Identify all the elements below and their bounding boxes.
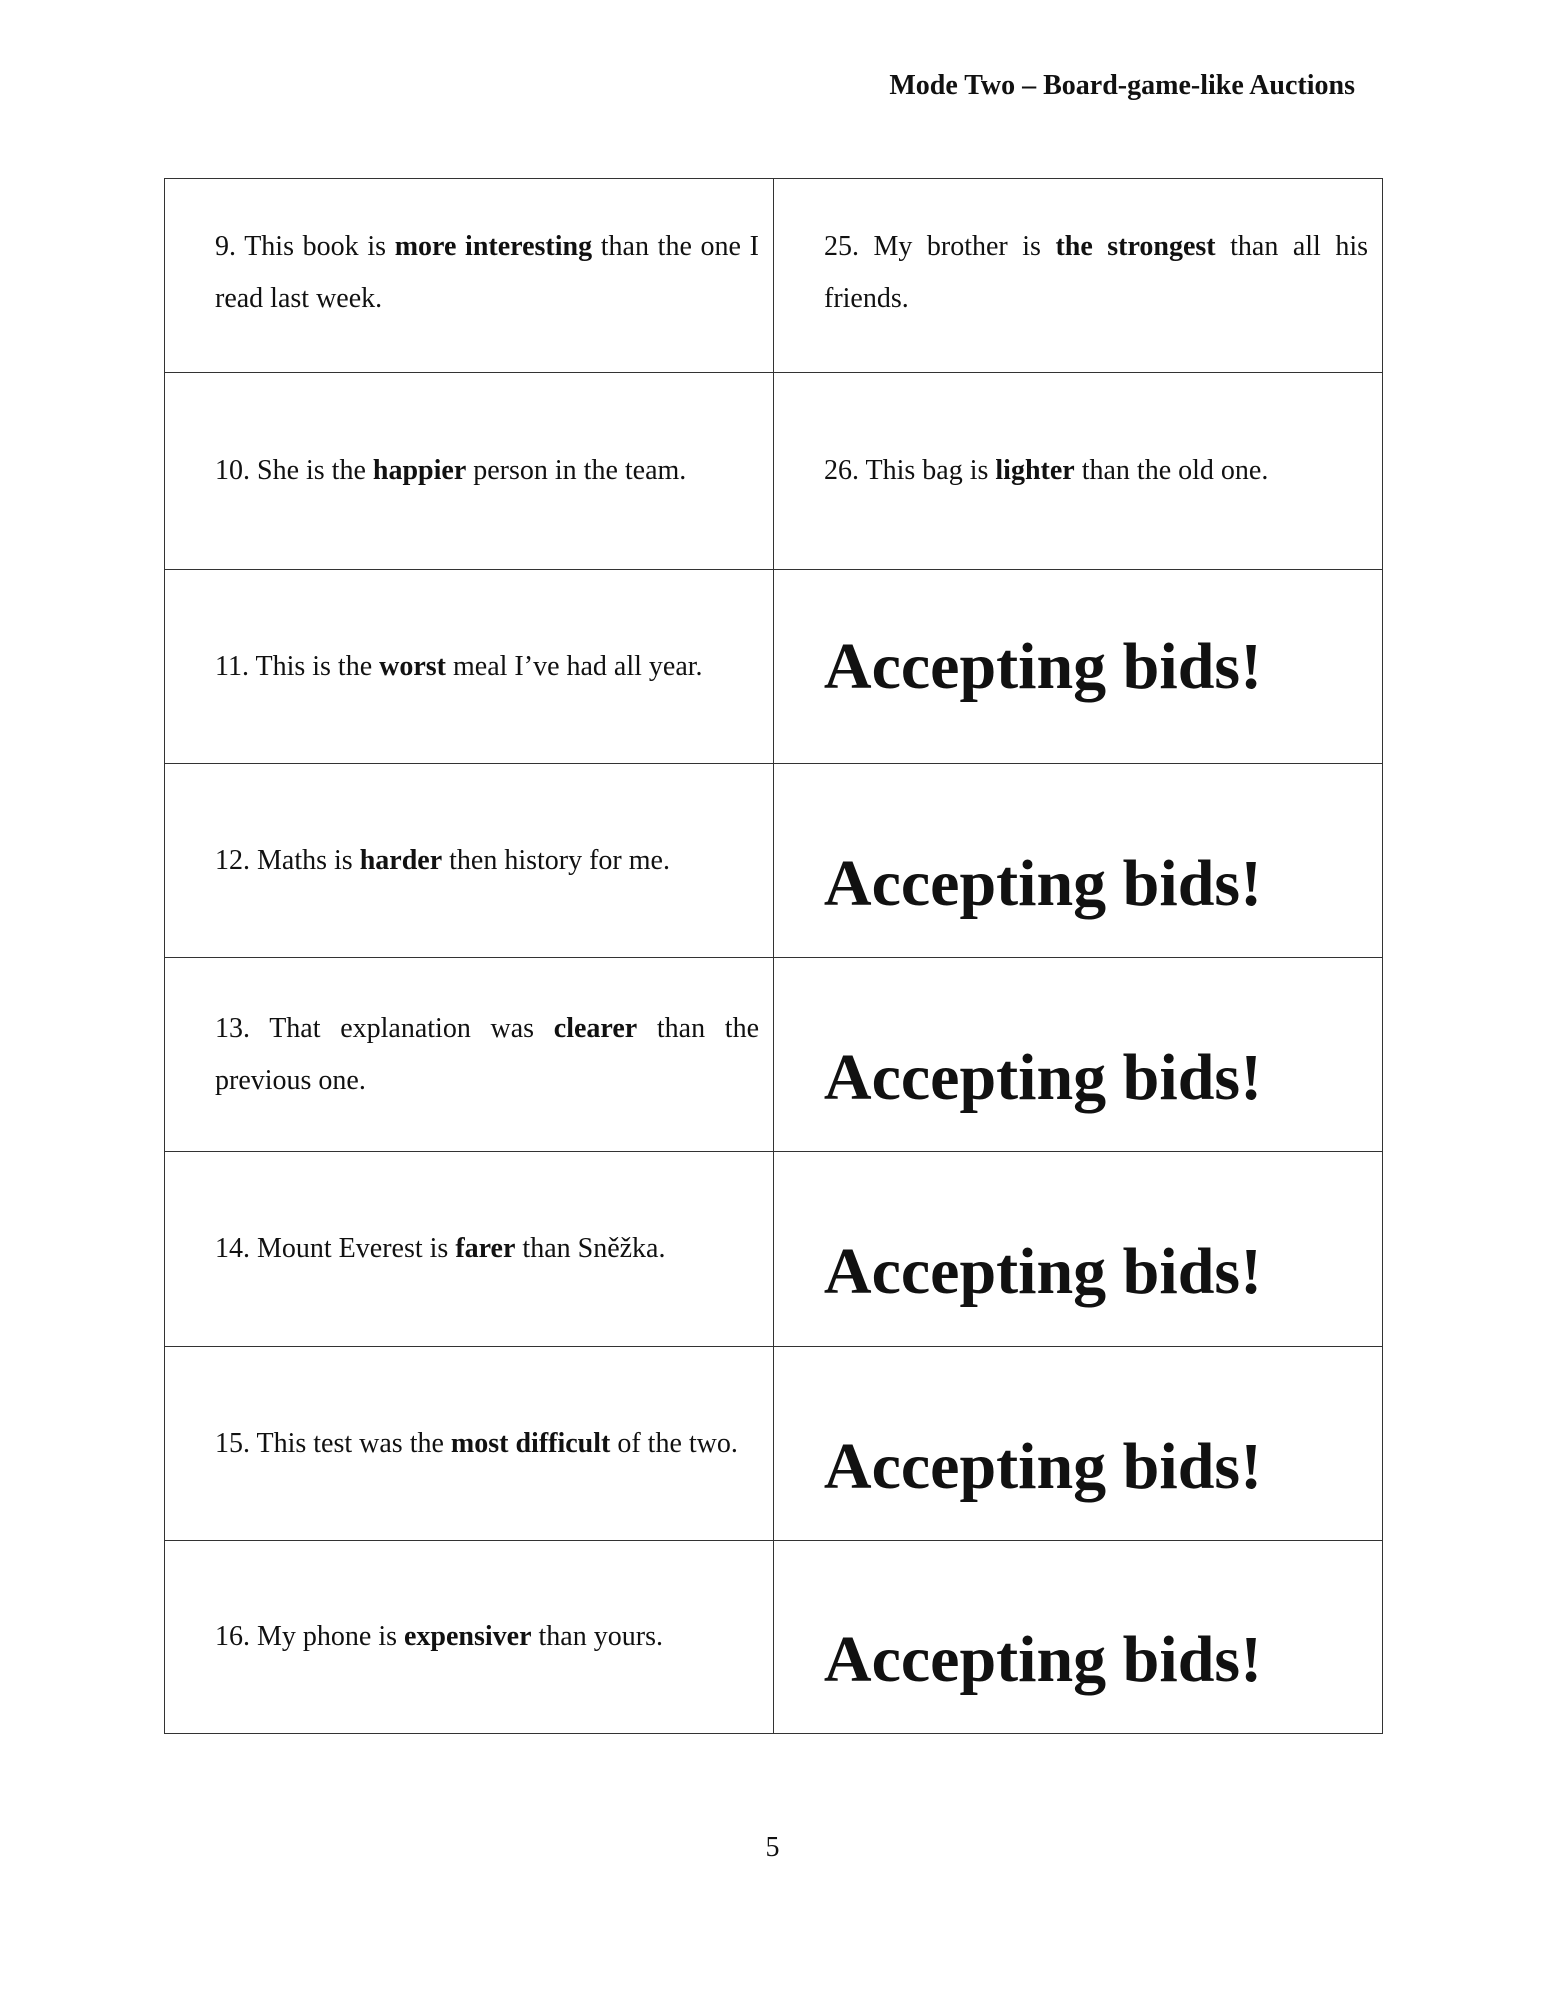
table-row — [165, 1152, 1383, 1347]
table-row — [165, 570, 1383, 764]
sentence-text: 9. This book is more interesting than the one I read last week. — [215, 230, 759, 314]
sentence-text: 12. Maths is harder then history for me. — [215, 844, 670, 876]
sentence-highlight: happier — [372, 455, 467, 486]
sentence-highlight: harder — [359, 844, 443, 876]
sentence-text: 16. My phone is expensiver than yours. — [215, 1621, 663, 1652]
sentence-highlight: lighter — [995, 455, 1075, 486]
sentence-card-14 — [165, 1152, 774, 1347]
accepting-bids-label: Accepting bids! — [823, 1429, 1263, 1503]
sentence-text: 25. My brother is the strongest than all his friends. — [824, 230, 1368, 314]
sentence-highlight: the strongest — [1055, 230, 1216, 262]
sentence-text: 10. She is the happier person in the team. — [215, 455, 687, 486]
sentence-number: 15. — [215, 1427, 250, 1459]
sentence-text: 14. Mount Everest is farer than Sněžka. — [215, 1233, 666, 1264]
sentence-highlight: expensiver — [404, 1621, 532, 1652]
sentence-card-9 — [165, 179, 774, 373]
table-row — [165, 958, 1383, 1152]
page-number: 5 — [765, 1832, 780, 1863]
bid-card — [774, 1541, 1383, 1734]
accepting-bids-label: Accepting bids! — [823, 1040, 1263, 1114]
table-row — [165, 179, 1383, 373]
accepting-bids-label: Accepting bids! — [823, 1235, 1263, 1308]
table-row — [165, 373, 1383, 570]
sentence-number: 25. — [824, 230, 859, 262]
sentence-number: 12. — [215, 844, 250, 876]
sentence-card-12 — [165, 764, 774, 958]
bid-card — [774, 764, 1383, 958]
sentence-number: 11. — [215, 650, 249, 682]
sentence-number: 13. — [215, 1012, 250, 1044]
table-row — [165, 764, 1383, 958]
accepting-bids-label: Accepting bids! — [823, 1623, 1263, 1696]
page-header: Mode Two – Board-game-like Auctions — [889, 70, 1355, 101]
sentence-card-16 — [165, 1541, 774, 1734]
sentence-number: 14. — [215, 1233, 250, 1264]
bid-card — [774, 1347, 1383, 1541]
sentence-card-26 — [774, 373, 1383, 570]
accepting-bids-label: Accepting bids! — [823, 846, 1263, 920]
sentence-highlight: worst — [379, 650, 446, 682]
table-row — [165, 1541, 1383, 1734]
sentence-card-25 — [774, 179, 1383, 373]
sentence-card-15 — [165, 1347, 774, 1541]
bid-card — [774, 570, 1383, 764]
sentence-highlight: more interesting — [394, 230, 593, 262]
accepting-bids-label: Accepting bids! — [823, 629, 1263, 703]
sentence-text: 15. This test was the most difficult of the two. — [215, 1427, 738, 1459]
sentence-text: 13. That explanation was clearer than the previous one. — [215, 1012, 759, 1096]
sentence-number: 26. — [824, 455, 859, 486]
table-row — [165, 1347, 1383, 1541]
bid-card — [774, 958, 1383, 1152]
sentence-card-13 — [165, 958, 774, 1152]
sentence-highlight: farer — [455, 1233, 516, 1264]
sentence-highlight: most difficult — [450, 1427, 611, 1459]
auction-cards-table — [164, 178, 1383, 1734]
sentence-number: 10. — [215, 455, 250, 486]
sentence-number: 9. — [215, 230, 245, 262]
sentence-card-11 — [165, 570, 774, 764]
sentence-highlight: clearer — [553, 1012, 638, 1044]
sentence-number: 16. — [215, 1621, 250, 1652]
sentence-card-10 — [165, 373, 774, 570]
bid-card — [774, 1152, 1383, 1347]
sentence-text: 11. This is the worst meal I’ve had all year. — [215, 650, 703, 682]
sentence-text: 26. This bag is lighter than the old one. — [824, 455, 1269, 486]
